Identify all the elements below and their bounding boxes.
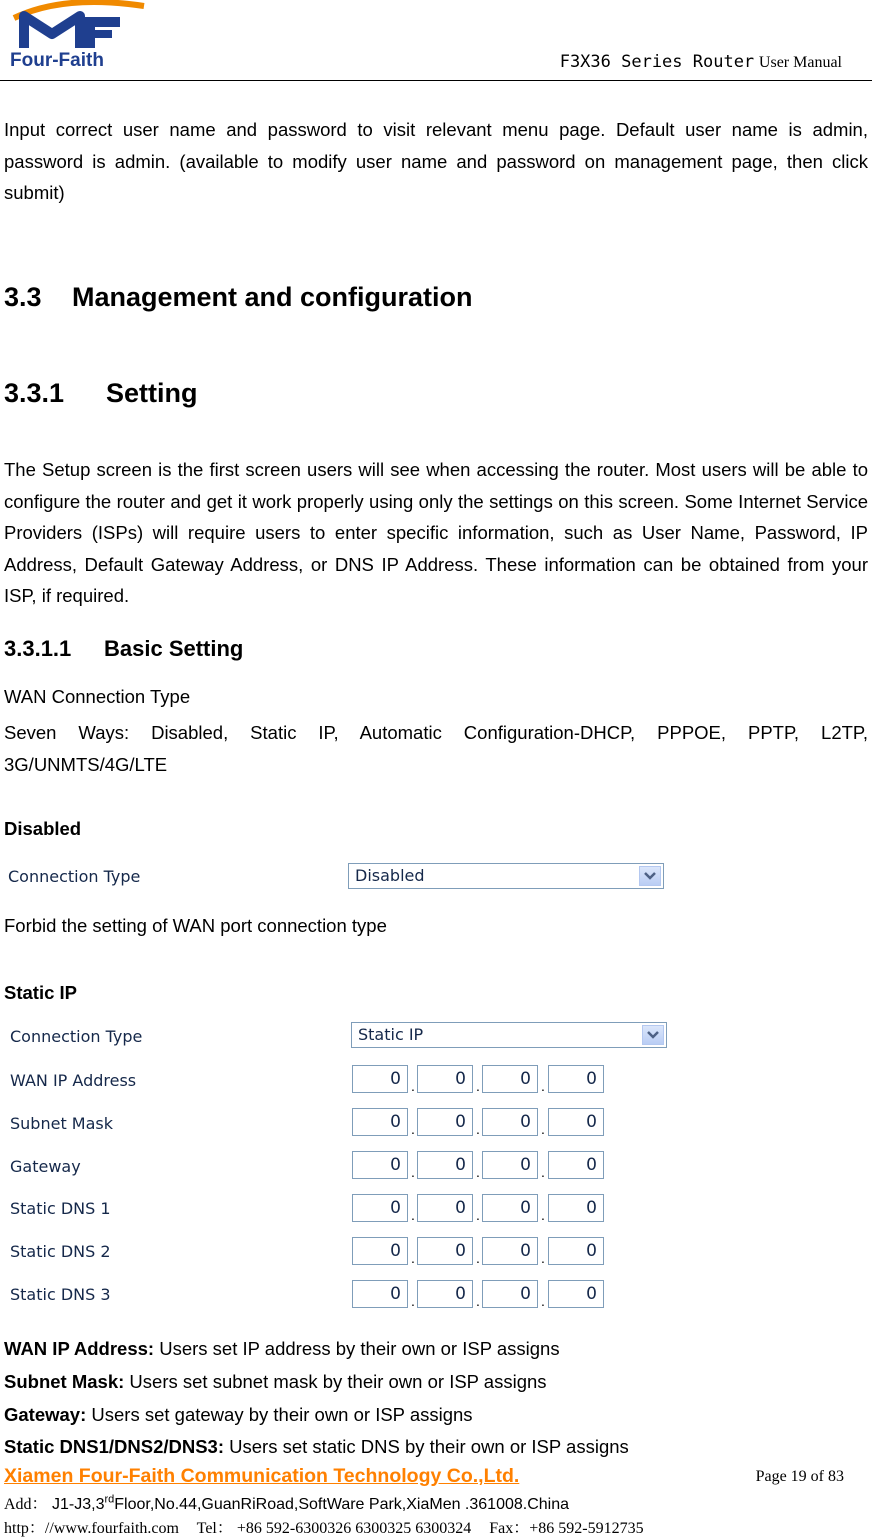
setup-paragraph: The Setup screen is the first screen users will see when accessing the router. Most users will be able to configure the router and get it work properly using only the settings on this screen. Some Internet Service Providers (ISPs) will require users to enter specific information, such as User Name, Password, IP Address, Default Gateway Address, or DNS IP Address. These information can be obtained from your ISP, if required.: [4, 459, 868, 606]
desc-gateway: Gateway: Users set gateway by their own or ISP assigns: [4, 1404, 473, 1425]
subsection-heading: [4, 378, 198, 409]
static-dns3-octet-2[interactable]: 0: [417, 1280, 473, 1308]
select-value: Static IP: [358, 1025, 424, 1044]
section-number: 3.3: [4, 282, 42, 312]
static-dns1-octet-2[interactable]: 0: [417, 1194, 473, 1222]
subnet-mask-octet-2[interactable]: 0: [417, 1108, 473, 1136]
footer-website[interactable]: http：//www.fourfaith.com: [4, 1520, 179, 1537]
wan-ip-octet-1[interactable]: 0: [352, 1065, 408, 1093]
connection-type-label: Connection Type: [8, 867, 141, 886]
subsubsection-heading: [4, 636, 243, 662]
connection-type-label: Connection Type: [10, 1027, 143, 1046]
wan-type-heading: WAN Connection Type: [4, 686, 191, 707]
section-heading: [4, 282, 473, 313]
company-logo: [4, 0, 160, 72]
wan-ip-octet-3[interactable]: 0: [482, 1065, 538, 1093]
static-dns1-octet-1[interactable]: 0: [352, 1194, 408, 1222]
subnet-mask-label: Subnet Mask: [10, 1114, 114, 1133]
wan-types-list: Seven Ways: Disabled, Static IP, Automatic Configuration-DHCP, PPPOE, PPTP, L2TP, 3G/UNMTS/4G/LTE: [4, 722, 868, 775]
static-dns2-octet-2[interactable]: 0: [417, 1237, 473, 1265]
footer-tel: Tel： +86 592-6300326 6300325 6300324: [196, 1520, 472, 1537]
connection-type-select-disabled[interactable]: [348, 863, 664, 889]
footer-company-link[interactable]: Xiamen Four-Faith Communication Technology Co.,Ltd.: [4, 1465, 520, 1487]
static-dns3-octet-3[interactable]: 0: [482, 1280, 538, 1308]
header-divider: [0, 80, 872, 81]
gateway-octet-2[interactable]: 0: [417, 1151, 473, 1179]
gateway-octet-1[interactable]: 0: [352, 1151, 408, 1179]
header-product: F3X36 Series Router: [559, 52, 755, 72]
static-ip-heading: Static IP: [4, 982, 77, 1003]
wan-ip-octet-4[interactable]: 0: [548, 1065, 604, 1093]
document-header: [560, 52, 842, 72]
static-dns1-label: Static DNS 1: [10, 1199, 111, 1218]
static-dns2-octet-1[interactable]: 0: [352, 1237, 408, 1265]
gateway-label: Gateway: [10, 1157, 81, 1176]
subsubsection-number: 3.3.1.1: [4, 636, 72, 661]
page-number: Page 19 of 83: [755, 1468, 844, 1485]
subnet-mask-octet-3[interactable]: 0: [482, 1108, 538, 1136]
footer-contact: [4, 1515, 658, 1538]
header-manual: User Manual: [758, 54, 842, 71]
connection-type-select-static[interactable]: [351, 1022, 667, 1048]
disabled-description: Forbid the setting of WAN port connection type: [4, 915, 387, 936]
static-dns1-octet-4[interactable]: 0: [548, 1194, 604, 1222]
static-dns3-label: Static DNS 3: [10, 1285, 111, 1304]
intro-paragraph: Input correct user name and password to visit relevant menu page. Default user name is admin, password is admin. (available to modify user name and password on management page, then click submit): [4, 119, 868, 203]
subnet-mask-octet-4[interactable]: 0: [548, 1108, 604, 1136]
static-dns1-octet-3[interactable]: 0: [482, 1194, 538, 1222]
static-dns2-octet-4[interactable]: 0: [548, 1237, 604, 1265]
chevron-down-icon[interactable]: [639, 866, 661, 886]
disabled-heading: Disabled: [4, 818, 82, 839]
footer-address: Add： J1-J3,3rdFloor,No.44,GuanRiRoad,SoftWare Park,XiaMen .361008.China: [4, 1493, 570, 1513]
chevron-down-icon[interactable]: [642, 1025, 664, 1045]
section-title: Management and configuration: [72, 282, 473, 312]
gateway-octet-4[interactable]: 0: [548, 1151, 604, 1179]
subsection-title: Setting: [106, 378, 198, 408]
desc-static-dns: Static DNS1/DNS2/DNS3: Users set static DNS by their own or ISP assigns: [4, 1436, 629, 1457]
subnet-mask-octet-1[interactable]: 0: [352, 1108, 408, 1136]
wan-ip-octet-2[interactable]: 0: [417, 1065, 473, 1093]
logo-text: Four-Faith: [10, 50, 104, 71]
select-value: Disabled: [355, 866, 425, 885]
footer-fax: Fax：+86 592-5912735: [489, 1520, 644, 1537]
subsection-number: 3.3.1: [4, 378, 65, 408]
desc-wan-ip: WAN IP Address: Users set IP address by their own or ISP assigns: [4, 1338, 560, 1359]
static-dns2-octet-3[interactable]: 0: [482, 1237, 538, 1265]
static-dns3-octet-4[interactable]: 0: [548, 1280, 604, 1308]
wan-ip-label: WAN IP Address: [10, 1071, 137, 1090]
gateway-octet-3[interactable]: 0: [482, 1151, 538, 1179]
desc-subnet-mask: Subnet Mask: Users set subnet mask by their own or ISP assigns: [4, 1371, 547, 1392]
static-dns2-label: Static DNS 2: [10, 1242, 111, 1261]
subsubsection-title: Basic Setting: [104, 636, 244, 661]
static-dns3-octet-1[interactable]: 0: [352, 1280, 408, 1308]
